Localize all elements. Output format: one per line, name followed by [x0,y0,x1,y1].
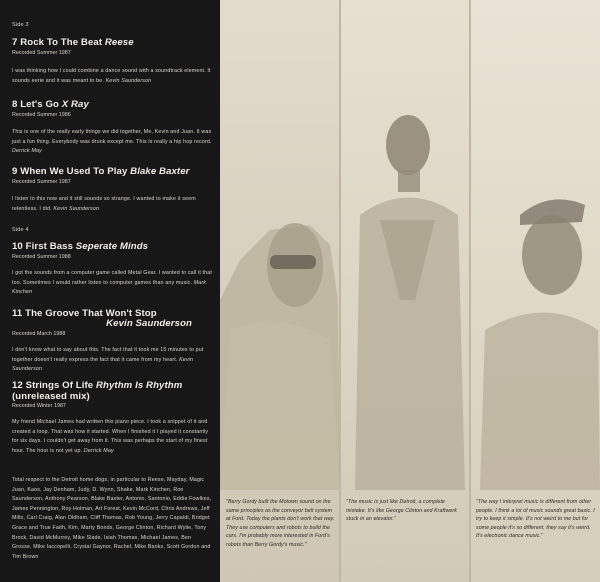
portrait-photo-center [340,0,470,490]
track-artist: X Ray [61,99,89,110]
track-title [12,37,134,48]
track-desc-signature: Kevin Saunderson [12,356,194,373]
track-name: 12 Strings Of Life [12,380,94,391]
track-desc-text: I don't know what to say about this. The fact that it took me 15 minutes to put together doesn't really express the fact that it came from my heart. [12,347,204,363]
track-description [12,269,212,298]
track-title [12,166,190,177]
track-desc-signature: Mark Kinchen [12,279,207,296]
track-title [12,99,89,110]
track-artist: Reese [104,37,134,48]
track-recorded: Recorded Summer 1988 [12,254,71,260]
track-artist: Kevin Saunderson [106,318,192,329]
track-recorded: Recorded Summer 1987 [12,179,71,185]
liner-notes-column [0,0,220,582]
track-artist: Seperate Minds [75,241,149,252]
track-description [12,128,212,157]
side-4-label: Side 4 [12,227,29,233]
tribute-text: Total respect to the Detroit home dogs, in particular to Reese, Mayday, Magic Juan, Kaos, Jay Denham, Judy, D. Wynn, Shake, Mark Kinchen, Ron Saunderson, Anthony Pearson, Blake Baxter, Antonio, Santonio, Eddie Fowlkes, James Pennington, Roy Holman, Art Forest, Kevin McCord, Chris Andrews, Jeff Mills, Carl Craig, Alan Oldham, Cliff Thomas, Rob Young, Jerry Capaldi, Bridget Grace and True Faith, Kim, Marty Bonds, George Clinton, Richard Wylie, Tony Brock, David McMurrey, Mike Slade, Isiah Thomas, Michael James, Ben Grosse, Mike Iaccopelli, Crystal Gaynor, Rachel, Mike Banks, Scott Gordon and Tim Brown [12,477,212,560]
side-3-label: Side 3 [12,22,29,28]
track-desc-text: I got the sounds from a computer game called Metal Gear. I wanted to call it that too. Sometimes I would rather listen to computer games than any music. [12,270,212,286]
portrait-photo-right [470,0,600,490]
track-artist-line [12,318,192,329]
track-desc-text: This is one of the really early things we did together, Me, Kevin and Juan. It was just a fun thing. Everybody was drunk except me. This is really a hip hop record. [12,129,212,145]
track-name: 9 When We Used To Play [12,166,128,177]
track-name: 10 First Bass [12,241,74,252]
photo-panels [220,0,600,582]
track-title-line2: (unreleased mix) [12,391,90,402]
track-name: 11 The Groove That Won't Stop [12,308,157,319]
quote-center: "The music is just like Detroit, a complete mistake. It's like George Clinton and Kraftwerk stuck in an elevator." [346,499,457,523]
track-desc-text: My friend Michael James had written this piano piece. I took a snippet of it and created a loop. That was how it started. When I finished it I played it constantly for six days. I couldn't get away from it. This was perhaps the start of my finest hour. The hour is not yet up. [12,419,209,454]
track-recorded: Recorded Summer 1986 [12,112,71,118]
track-artist: Blake Baxter [130,166,190,177]
quote-right: "The way I interpret music is different from other people. I think a lot of music sounds great basic. I try to keep it simple. It's not weird to me but for some people it's so different, they say it's weird. It's electronic dance music." [476,499,595,540]
quote-left: "Berry Gordy built the Motown sound on the same principles as the conveyor belt system at Ford. Today the plants don't work that way. They use computers and robots to build the cars. I'm probably more interested in Ford's robots than Berry Gordy's music." [226,499,335,548]
track-artist: Rhythm Is Rhythm [96,380,183,391]
track-title [12,241,148,252]
track-desc-text: I listen to this now and it still sounds so strange. I wanted to make it seem relentless. I did. [12,196,196,212]
track-name: 8 Let's Go [12,99,59,110]
track-description [12,418,212,456]
track-desc-signature: Derrick May [12,148,42,155]
track-recorded: Recorded Winter 1987 [12,403,66,409]
track-description [12,67,212,86]
track-desc-signature: Derrick May [83,447,114,454]
track-desc-signature: Kevin Saunderson [53,205,100,212]
track-description [12,195,212,214]
track-title [12,380,182,391]
track-description [12,346,212,375]
track-recorded: Recorded March 1988 [12,331,66,337]
track-name: 7 Rock To The Beat [12,37,103,48]
track-desc-signature: Kevin Saunderson [105,77,152,84]
portrait-photo-left [220,0,340,490]
track-recorded: Recorded Summer 1987 [12,50,71,56]
track-desc-text: I was thinking how I could combine a dance sound with a soundtrack element. It sounds eerie and it was meant to be. [12,68,211,84]
